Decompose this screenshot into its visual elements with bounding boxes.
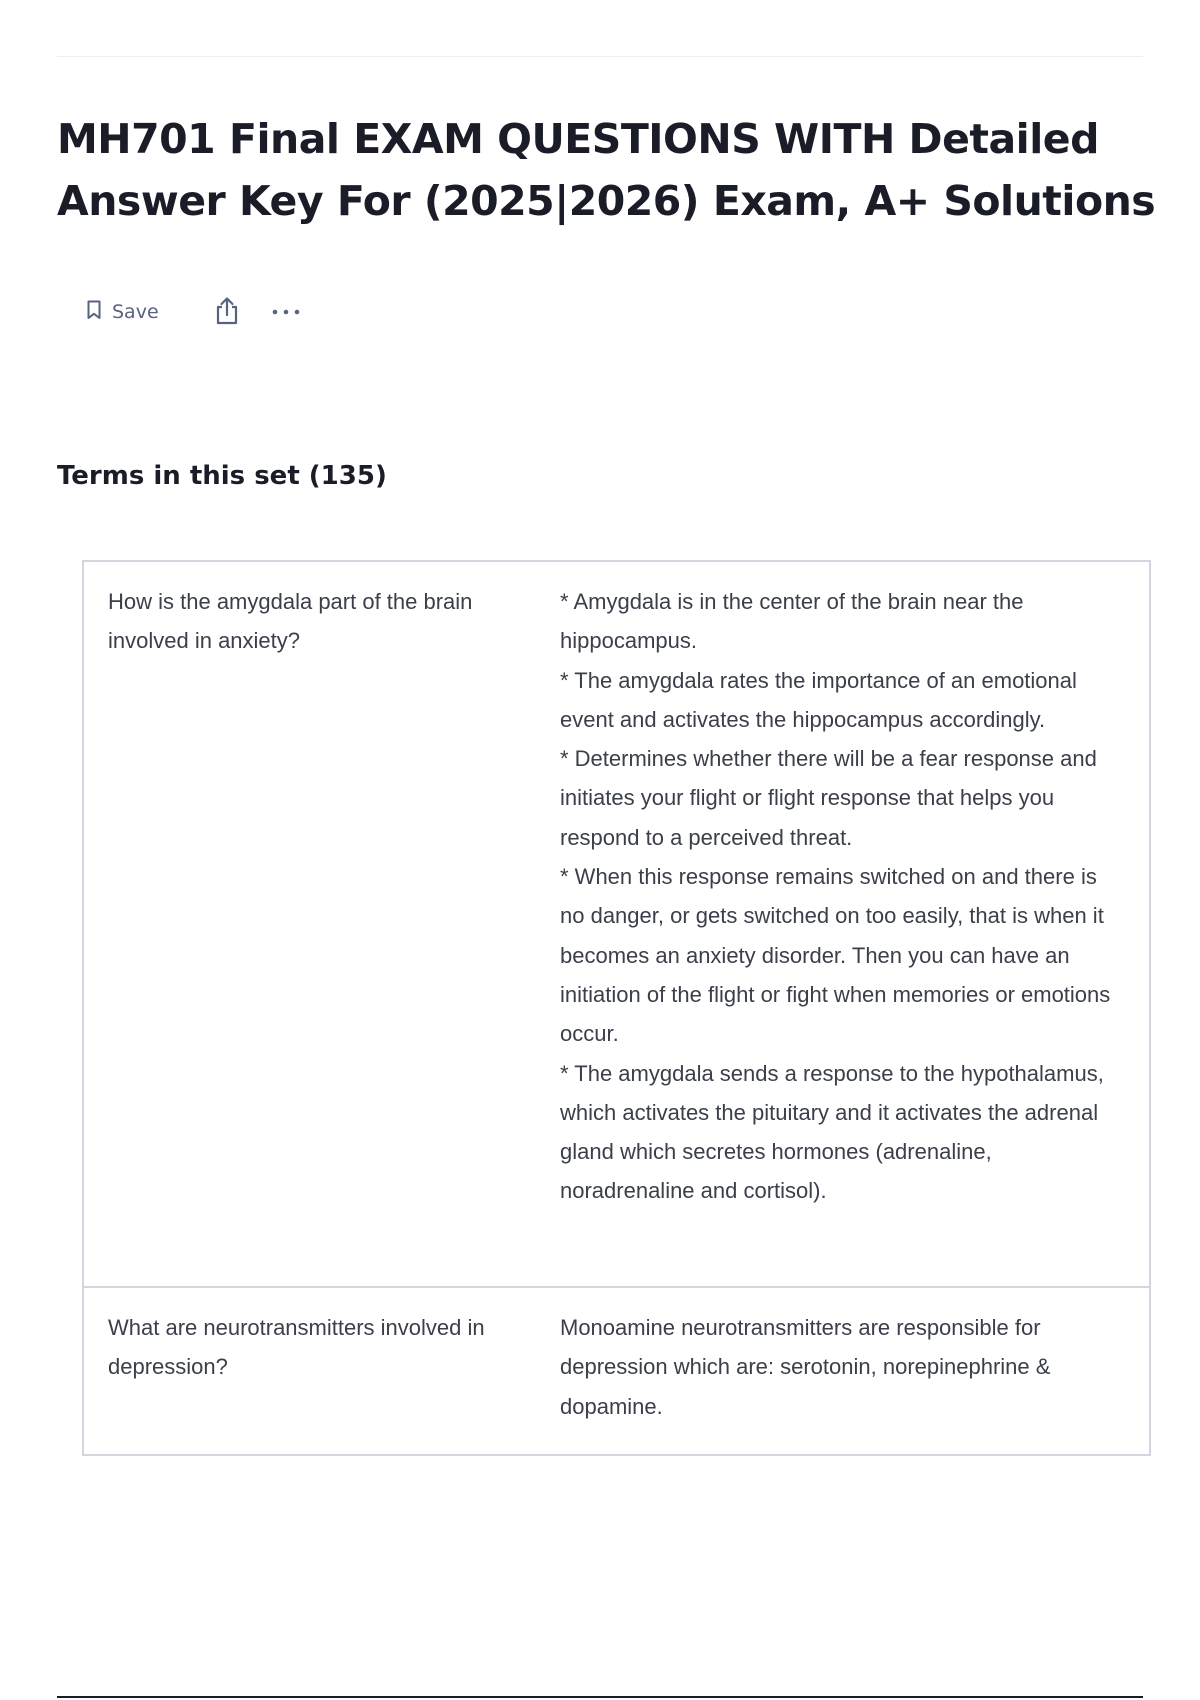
save-label: Save [112,301,159,323]
more-icon [271,305,301,320]
bookmark-icon [86,300,102,325]
definition-bullet: * Amygdala is in the center of the brain near the hippocampus. [560,589,1024,654]
definition-bullet: * The amygdala rates the importance of an emotional event and activates the hippocampus accordingly. [560,667,1077,732]
share-button[interactable] [213,296,241,329]
term-card [84,562,1149,1286]
page-title [57,108,1157,232]
top-divider [57,56,1143,57]
definition-text [560,1308,1125,1434]
save-button[interactable] [86,300,159,325]
definition-text [560,582,1125,1266]
definition-bullet: * When this response remains switched on and there is no danger, or gets switched on too easily, that is when it becomes an anxiety disorder. Then you can have an initiation of the flight or fight when memories or emotions occur. [560,864,1111,1047]
action-bar [86,294,301,330]
definition-paragraph: Monoamine neurotransmitters are responsible for depression which are: serotonin, norepinephrine & dopamine. [560,1315,1051,1419]
page-title-line-1: MH701 Final EXAM QUESTIONS WITH Detailed [57,115,1099,163]
terms-heading: Terms in this set (135) [57,461,387,491]
definition-bullet: * Determines whether there will be a fear response and initiates your flight or flight response that helps you respond to a perceived threat. [560,746,1097,850]
bottom-divider [57,1696,1143,1698]
share-icon [213,296,241,329]
definition-bullet: * The amygdala sends a response to the hypothalamus, which activates the pituitary and it activates the adrenal gland which secretes hormones (adrenaline, noradrenaline and cortisol). [560,1060,1104,1204]
more-options-button[interactable] [271,305,301,320]
page-title-line-2: Answer Key For (2025|2026) Exam, A+ Solutions [57,177,1156,225]
terms-card-list [82,560,1151,1456]
term-card [84,1286,1149,1454]
term-text: What are neurotransmitters involved in depression? [108,1315,485,1380]
term-text: How is the amygdala part of the brain involved in anxiety? [108,589,473,654]
